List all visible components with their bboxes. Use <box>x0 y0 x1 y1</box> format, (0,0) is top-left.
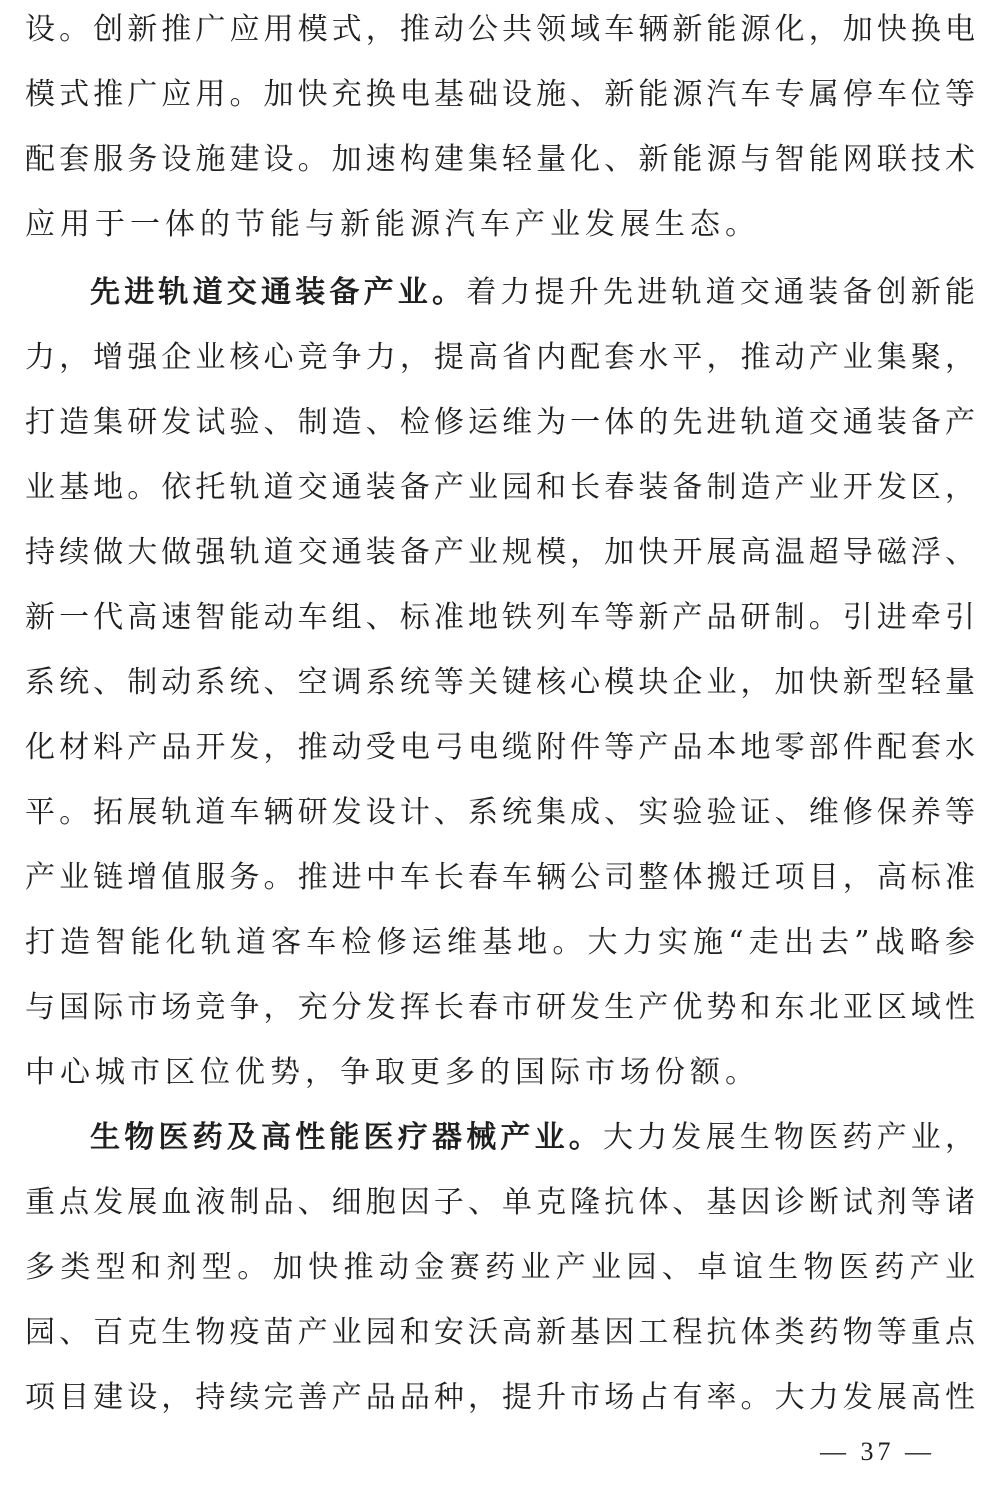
body-text-line: 应用于一体的节能与新能源汽车产业发展生态。 <box>25 207 760 242</box>
section-heading-biomed: 生物医药及高性能医疗器械产业。 <box>90 1120 603 1155</box>
body-text-line: 系统、制动系统、空调系统等关键核心模块企业，加快新型轻量 <box>25 665 975 700</box>
body-text-line: 平。拓展轨道车辆研发设计、系统集成、实验验证、维修保养等 <box>25 795 975 830</box>
body-text-line: 持续做大做强轨道交通装备产业规模，加快开展高温超导磁浮、 <box>25 535 975 570</box>
body-text: 大力发展生物医药产业， <box>603 1120 975 1155</box>
section-first-line <box>90 1118 975 1158</box>
body-text-line: 化材料产品开发，推动受电弓电缆附件等产品本地零部件配套水 <box>25 730 975 765</box>
body-text-line: 中心城市区位优势，争取更多的国际市场份额。 <box>25 1055 760 1090</box>
section-heading-rail: 先进轨道交通装备产业。 <box>90 275 467 310</box>
body-text-line: 与国际市场竞争，充分发挥长春市研发生产优势和东北亚区域性 <box>25 990 975 1025</box>
body-text-line: 设。创新推广应用模式，推动公共领域车辆新能源化，加快换电 <box>25 12 975 47</box>
body-text-line: 打造集研发试验、制造、检修运维为一体的先进轨道交通装备产 <box>25 405 975 440</box>
body-text-line: 产业链增值服务。推进中车长春车辆公司整体搬迁项目，高标准 <box>25 860 975 895</box>
section-first-line <box>90 273 975 313</box>
body-text-line: 打造智能化轨道客车检修运维基地。大力实施“走出去”战略参 <box>25 925 975 960</box>
page-number: — 37 — <box>820 1437 935 1466</box>
body-text-line: 重点发展血液制品、细胞因子、单克隆抗体、基因诊断试剂等诸 <box>25 1185 975 1220</box>
body-text-line: 配套服务设施建设。加速构建集轻量化、新能源与智能网联技术 <box>25 142 975 177</box>
body-text: 着力提升先进轨道交通装备创新能 <box>466 275 975 310</box>
body-text-line: 力，增强企业核心竞争力，提高省内配套水平，推动产业集聚， <box>25 340 975 375</box>
body-text-line: 模式推广应用。加快充换电基础设施、新能源汽车专属停车位等 <box>25 77 975 112</box>
body-text-line: 园、百克生物疫苗产业园和安沃高新基因工程抗体类药物等重点 <box>25 1315 975 1350</box>
body-text-line: 业基地。依托轨道交通装备产业园和长春装备制造产业开发区， <box>25 470 975 505</box>
body-text-line: 多类型和剂型。加快推动金赛药业产业园、卓谊生物医药产业 <box>25 1250 975 1285</box>
body-text-line: 项目建设，持续完善产品品种，提升市场占有率。大力发展高性 <box>25 1380 975 1415</box>
body-text-line: 新一代高速智能动车组、标准地铁列车等新产品研制。引进牵引 <box>25 600 975 635</box>
